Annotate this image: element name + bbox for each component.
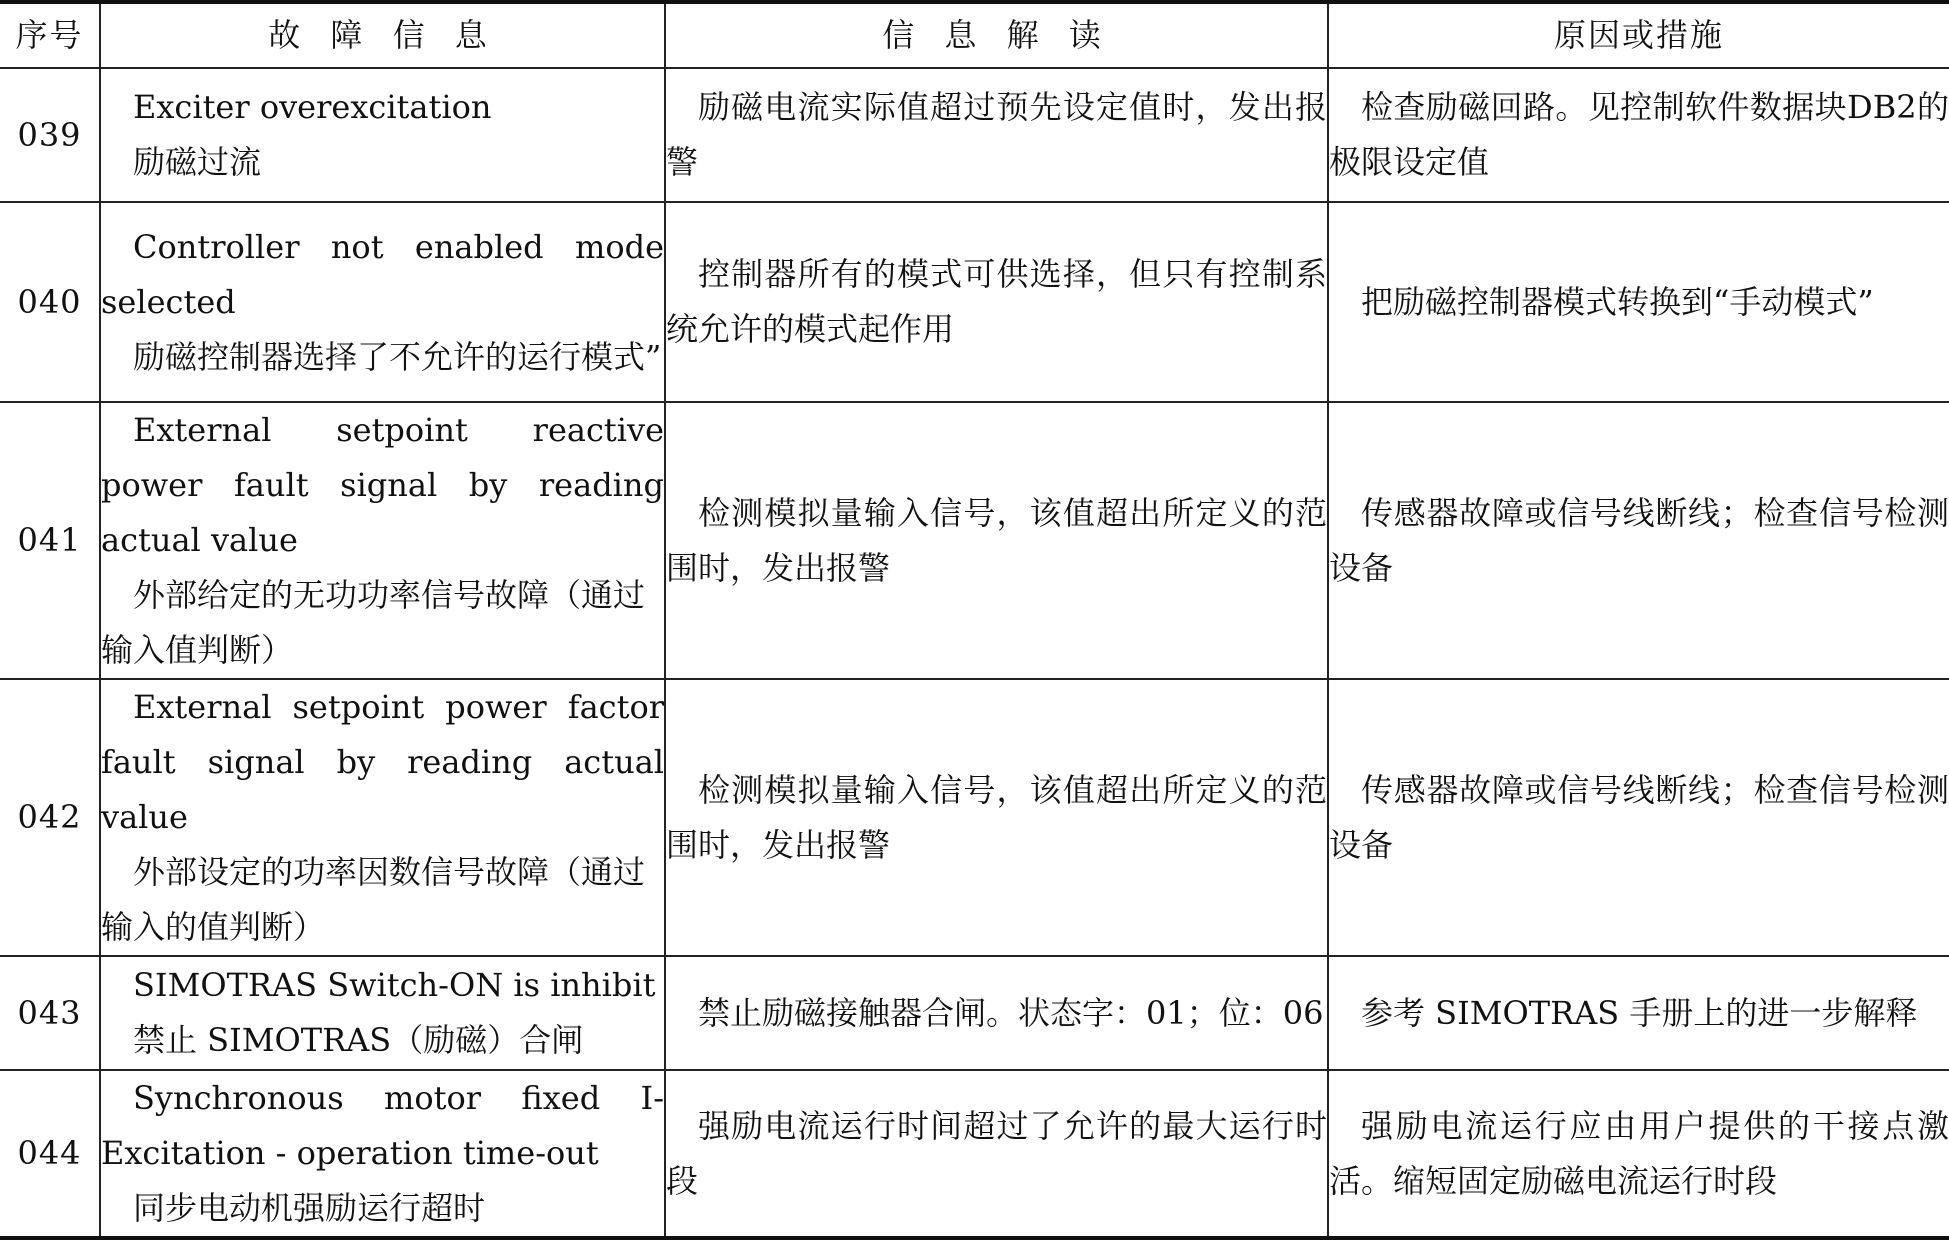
- table-row: [0, 1070, 1949, 1238]
- row-message: [100, 1070, 665, 1238]
- interpretation-text: 控制器所有的模式可供选择，但只有控制系统允许的模式起作用: [666, 255, 1327, 348]
- message-en: External setpoint power factor fault signal by reading actual value: [101, 688, 664, 836]
- row-interpretation: [665, 1070, 1328, 1238]
- header-message: 故 障 信 息: [100, 2, 665, 68]
- interpretation-text: 检测模拟量输入信号，该值超出所定义的范围时，发出报警: [666, 493, 1327, 587]
- row-message: [100, 679, 665, 956]
- cause-text: 强励电流运行应由用户提供的干接点激活。缩短固定励磁电流运行时段: [1329, 1106, 1949, 1200]
- message-en: External setpoint reactive power fault signal by reading actual value: [101, 411, 664, 559]
- interpretation-text: 强励电流运行时间超过了允许的最大运行时段: [666, 1106, 1327, 1200]
- row-message: [100, 68, 665, 202]
- table-row: [0, 202, 1949, 402]
- row-interpretation: [665, 402, 1328, 679]
- header-interpretation: 信 息 解 读: [665, 2, 1328, 68]
- row-message: [100, 402, 665, 679]
- row-interpretation: [665, 679, 1328, 956]
- row-cause: [1328, 402, 1949, 679]
- row-message: [100, 202, 665, 402]
- message-cn: 外部设定的功率因数信号故障（通过输入的值判断）: [101, 853, 646, 946]
- cause-text: 传感器故障或信号线断线；检查信号检测设备: [1329, 493, 1949, 587]
- message-cn: 励磁控制器选择了不允许的运行模式”: [133, 337, 662, 376]
- cause-text: 参考 SIMOTRAS 手册上的进一步解释: [1361, 993, 1918, 1032]
- message-en: Controller not enabled mode selected: [101, 227, 664, 321]
- row-cause: [1328, 679, 1949, 956]
- row-seq: 039: [0, 68, 100, 202]
- row-interpretation: [665, 202, 1328, 402]
- interpretation-text: 禁止励磁接触器合闸。状态字：01；位：06: [698, 993, 1324, 1032]
- row-seq: 040: [0, 202, 100, 402]
- cause-text: 传感器故障或信号线断线；检查信号检测设备: [1329, 770, 1949, 864]
- cause-text: 把励磁控制器模式转换到“手动模式”: [1361, 282, 1874, 321]
- message-en: Synchronous motor fixed I-Excitation - operation time-out: [101, 1079, 664, 1172]
- header-cause: 原因或措施: [1328, 2, 1949, 68]
- row-message: [100, 956, 665, 1070]
- row-cause: [1328, 956, 1949, 1070]
- header-seq: 序号: [0, 2, 100, 68]
- message-cn: 同步电动机强励运行超时: [133, 1189, 486, 1227]
- row-cause: [1328, 68, 1949, 202]
- interpretation-text: 励磁电流实际值超过预先设定值时，发出报警: [666, 88, 1327, 181]
- message-cn: 外部给定的无功功率信号故障（通过输入值判断）: [101, 576, 646, 669]
- row-cause: [1328, 1070, 1949, 1238]
- message-cn: 禁止 SIMOTRAS（励磁）合闸: [133, 1021, 584, 1059]
- row-cause: [1328, 202, 1949, 402]
- message-en: SIMOTRAS Switch-ON is inhibit: [133, 966, 656, 1004]
- table-row: [0, 956, 1949, 1070]
- table-row: [0, 402, 1949, 679]
- table-row: [0, 68, 1949, 202]
- row-interpretation: [665, 68, 1328, 202]
- row-interpretation: [665, 956, 1328, 1070]
- table-row: [0, 679, 1949, 956]
- row-seq: 041: [0, 402, 100, 679]
- interpretation-text: 检测模拟量输入信号，该值超出所定义的范围时，发出报警: [666, 770, 1327, 864]
- message-en: Exciter overexcitation: [133, 88, 492, 126]
- cause-text: 检查励磁回路。见控制软件数据块DB2的极限设定值: [1329, 88, 1949, 181]
- row-seq: 042: [0, 679, 100, 956]
- message-cn: 励磁过流: [133, 143, 262, 181]
- row-seq: 043: [0, 956, 100, 1070]
- row-seq: 044: [0, 1070, 100, 1238]
- header-row: [0, 2, 1949, 68]
